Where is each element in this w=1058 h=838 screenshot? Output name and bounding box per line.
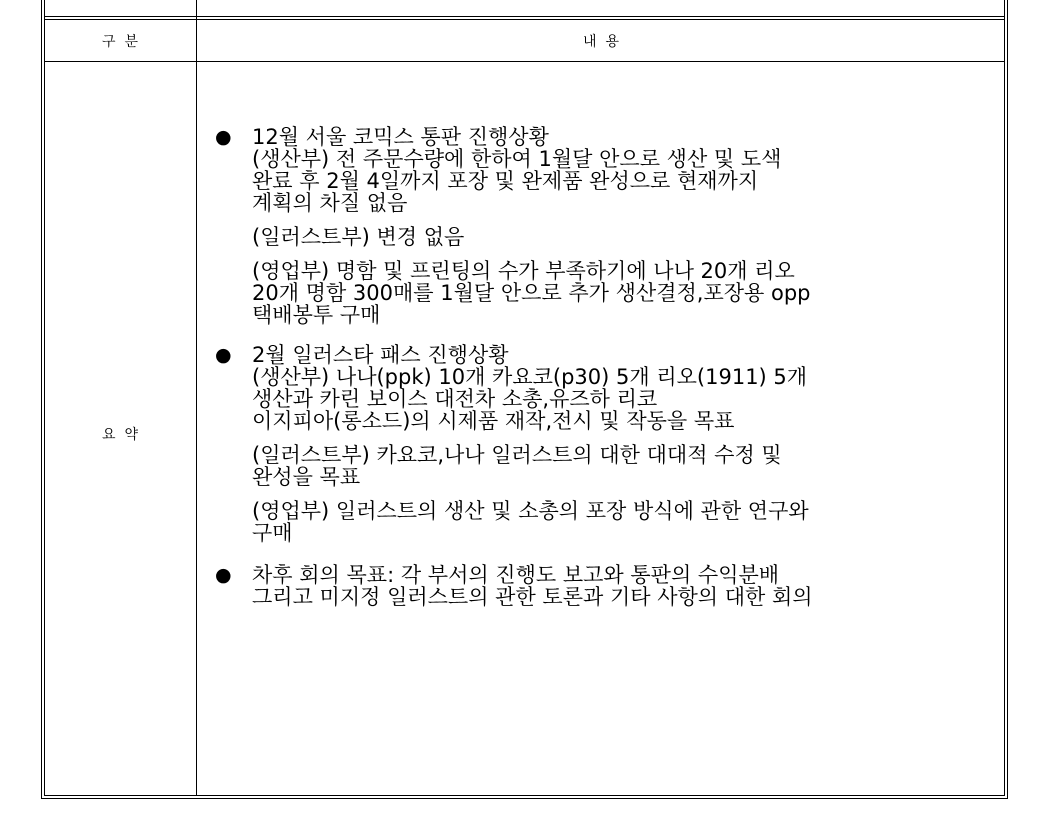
- paragraph-illustration: (일러스트부) 카요코,나나 일러스트의 대한 대대적 수정 및 완성을 목표: [252, 443, 782, 489]
- paragraph-sales: (영업부) 일러스트의 생산 및 소총의 포장 방식에 관한 연구와 구매: [252, 499, 809, 545]
- section-december-comics: [213, 126, 993, 326]
- summary-content: [213, 126, 993, 608]
- bullet-icon: ●: [215, 564, 232, 586]
- row-label-summary: 요 약: [102, 427, 138, 443]
- bullet-icon: ●: [215, 126, 232, 148]
- table-rule-top: [44, 16, 1005, 17]
- section-next-meeting: [213, 564, 993, 608]
- bullet-icon: ●: [215, 344, 232, 366]
- paragraph-sales: (영업부) 명함 및 프린팅의 수가 부족하기에 나나 20개 리오 20개 명함 300매를 1월달 안으로 추가 생산결정,포장용 opp 택배봉투 구매: [252, 259, 811, 327]
- table-column-divider: [196, 0, 197, 796]
- paragraph-illustration: (일러스트부) 변경 없음: [252, 225, 465, 249]
- section-title: 차후 회의 목표: 각 부서의 진행도 보고와 통판의 수익분배 그리고 미지정 일러스트의 관한 토론과 기타 사항의 대한 회의: [252, 563, 813, 609]
- section-title: 2월 일러스타 패스 진행상황: [252, 343, 509, 367]
- header-category: 구 분: [102, 34, 138, 50]
- table-rule-header: [44, 61, 1005, 62]
- table-rule-top-double: [44, 19, 1005, 20]
- header-content: 내 용: [583, 34, 619, 50]
- paragraph-production: (생산부) 전 주문수량에 한하여 1월달 안으로 생산 및 도색 완료 후 2월 4일까지 포장 및 완제품 완성으로 현재까지 계획의 차질 없음: [252, 147, 782, 215]
- section-title: 12월 서울 코믹스 통판 진행상황: [252, 125, 549, 149]
- paragraph-production: (생산부) 나나(ppk) 10개 카요코(p30) 5개 리오(1911) 5개 생산과 카린 보이스 대전차 소총,유즈하 리코 이지피아(롱소드)의 시제품 재작,전시 및 작동을 목표: [252, 365, 808, 433]
- section-february-illustar: [213, 344, 993, 544]
